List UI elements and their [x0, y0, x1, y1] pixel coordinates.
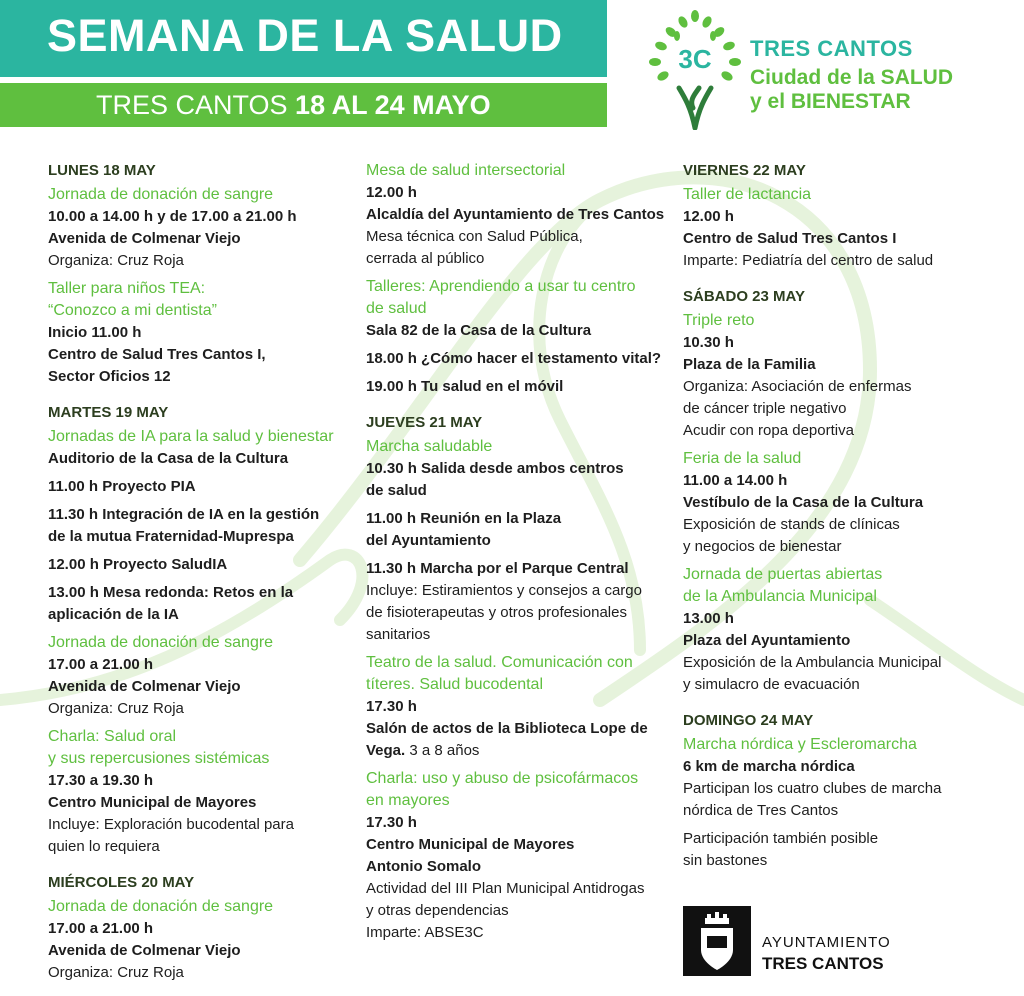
- event-title: en mayores: [366, 792, 450, 809]
- event-title: de la Ambulancia Municipal: [683, 588, 877, 605]
- event-place: Centro de Salud Tres Cantos I: [683, 230, 897, 247]
- logo-monogram: 3C: [678, 44, 712, 74]
- event-health-fair: [683, 448, 983, 558]
- city-crest-icon: [683, 906, 751, 976]
- event-time: 11.00 a 14.00 h: [683, 472, 788, 489]
- event-note: Organiza: Cruz Roja: [48, 964, 184, 981]
- day-heading-wednesday: MIÉRCOLES 20 MAY: [48, 874, 195, 891]
- event-note: Actividad del III Plan Municipal Antidrogas: [366, 880, 645, 897]
- event-place: Avenida de Colmenar Viejo: [48, 678, 241, 695]
- event-time: 13.00 h: [683, 610, 734, 627]
- schedule-column-2: [366, 160, 666, 944]
- event-place: Avenida de Colmenar Viejo: [48, 230, 241, 247]
- event-note: Organiza: Cruz Roja: [48, 700, 184, 717]
- event-note: Exposición de stands de clínicas: [683, 516, 900, 533]
- event-title: Taller para niños TEA:: [48, 280, 206, 297]
- event-title: Jornada de donación de sangre: [48, 186, 274, 203]
- brand-tagline-line1: Ciudad de la SALUD: [750, 66, 954, 89]
- date-subtitle: [96, 90, 491, 121]
- event-note: cerrada al público: [366, 250, 485, 267]
- day-heading-tuesday: MARTES 19 MAY: [48, 404, 169, 421]
- event-blood-donation-mon: [48, 184, 348, 272]
- event-title: Charla: Salud oral: [48, 728, 177, 745]
- event-title: Jornada de donación de sangre: [48, 898, 274, 915]
- event-title: Charla: uso y abuso de psicofármacos: [366, 770, 639, 787]
- event-item: 6 km de marcha nórdica: [683, 758, 855, 775]
- event-note: Mesa técnica con Salud Pública,: [366, 228, 583, 245]
- event-title: “Conozco a mi dentista”: [48, 302, 217, 319]
- event-place: Sector Oficios 12: [48, 368, 171, 385]
- day-heading-sunday: DOMINGO 24 MAY: [683, 712, 814, 729]
- event-note: Imparte: Pediatría del centro de salud: [683, 252, 934, 269]
- subtitle-dates: 18 AL 24 MAYO: [295, 90, 491, 120]
- event-title: Teatro de la salud. Comunicación con: [366, 654, 633, 671]
- event-blood-donation-wed: [48, 896, 348, 984]
- event-item: 19.00 h Tu salud en el móvil: [366, 378, 564, 395]
- event-note: Organiza: Cruz Roja: [48, 252, 184, 269]
- event-note: Organiza: Asociación de enfermas: [683, 378, 912, 395]
- event-time: 17.30 a 19.30 h: [48, 772, 154, 789]
- page-title: SEMANA DE LA SALUD: [47, 10, 563, 61]
- event-intersectoral-table: [366, 160, 666, 270]
- event-note: y otras dependencias: [366, 902, 509, 919]
- event-age-range: 3 a 8 años: [409, 742, 480, 759]
- event-title: de salud: [366, 300, 427, 317]
- event-note: de cáncer triple negativo: [683, 400, 847, 417]
- event-time: 12.00 h: [366, 184, 417, 201]
- event-title: Feria de la salud: [683, 450, 802, 467]
- event-item: 10.30 h Salida desde ambos centros: [366, 460, 624, 477]
- event-time: 12.00 h: [683, 208, 734, 225]
- event-item: de salud: [366, 482, 427, 499]
- event-note: quien lo requiera: [48, 838, 160, 855]
- event-place: Centro Municipal de Mayores: [366, 836, 575, 853]
- event-note: Imparte: ABSE3C: [366, 924, 484, 941]
- event-item: del Ayuntamiento: [366, 532, 491, 549]
- brand-tagline: [750, 66, 953, 114]
- date-banner: [0, 83, 607, 127]
- event-title: y sus repercusiones sistémicas: [48, 750, 270, 767]
- event-place: Plaza de la Familia: [683, 356, 816, 373]
- event-note: Incluye: Exploración bucodental para: [48, 816, 294, 833]
- event-title: Marcha saludable: [366, 438, 493, 455]
- event-lactation-workshop: [683, 184, 983, 272]
- event-time: Inicio 11.00 h: [48, 324, 142, 341]
- event-title: títeres. Salud bucodental: [366, 676, 544, 693]
- event-item: 11.00 h Reunión en la Plaza: [366, 510, 562, 527]
- event-note: Exposición de la Ambulancia Municipal: [683, 654, 942, 671]
- event-place: Centro Municipal de Mayores: [48, 794, 257, 811]
- event-place: Salón de actos de la Biblioteca Lope de: [366, 720, 648, 737]
- event-oral-health-talk: [48, 726, 348, 858]
- event-health-center-workshops: [366, 276, 666, 398]
- event-psychotropics-talk: [366, 768, 666, 944]
- title-banner: [0, 0, 607, 77]
- event-title: Jornada de donación de sangre: [48, 634, 274, 651]
- event-ambulance-open-day: [683, 564, 983, 696]
- event-note: de fisioterapeutas y otros profesionales: [366, 604, 627, 621]
- event-item: aplicación de la IA: [48, 606, 179, 623]
- day-heading-monday: LUNES 18 MAY: [48, 162, 156, 179]
- event-note: Acudir con ropa deportiva: [683, 422, 854, 439]
- event-item: 13.00 h Mesa redonda: Retos en la: [48, 584, 294, 601]
- event-note: y negocios de bienestar: [683, 538, 842, 555]
- event-blood-donation-tue: [48, 632, 348, 720]
- event-tea-workshop: [48, 278, 348, 388]
- brand-name: TRES CANTOS: [750, 36, 913, 61]
- event-time: 17.30 h: [366, 814, 417, 831]
- event-item: 12.00 h Proyecto SaludIA: [48, 556, 228, 573]
- event-time: 17.00 a 21.00 h: [48, 920, 154, 937]
- event-place-line: [366, 740, 666, 762]
- schedule-column-3: [683, 160, 983, 872]
- event-place: Auditorio de la Casa de la Cultura: [48, 450, 289, 467]
- day-heading-friday: VIERNES 22 MAY: [683, 162, 806, 179]
- event-place: Avenida de Colmenar Viejo: [48, 942, 241, 959]
- footer-ayuntamiento: AYUNTAMIENTO: [762, 934, 891, 951]
- event-ai-sessions: [48, 426, 348, 626]
- event-note: nórdica de Tres Cantos: [683, 802, 839, 819]
- event-note: y simulacro de evacuación: [683, 676, 860, 693]
- event-item: 11.30 h Integración de IA en la gestión: [48, 506, 320, 523]
- event-note: sin bastones: [683, 852, 768, 869]
- event-time: 17.30 h: [366, 698, 417, 715]
- event-note: sanitarios: [366, 626, 431, 643]
- event-item: 11.30 h Marcha por el Parque Central: [366, 560, 629, 577]
- event-nordic-walk: [683, 734, 983, 872]
- event-title: Mesa de salud intersectorial: [366, 162, 566, 179]
- event-title: Jornada de puertas abiertas: [683, 566, 883, 583]
- event-title: Triple reto: [683, 312, 755, 329]
- event-item: de la mutua Fraternidad-Muprespa: [48, 528, 294, 545]
- event-note: Participan los cuatro clubes de marcha: [683, 780, 942, 797]
- event-title: Taller de lactancia: [683, 186, 812, 203]
- event-place: Vega.: [366, 742, 406, 759]
- event-place: Centro de Salud Tres Cantos I,: [48, 346, 266, 363]
- event-title: Jornadas de IA para la salud y bienestar: [48, 428, 334, 445]
- schedule-column-1: [48, 160, 348, 984]
- footer-tres-cantos: TRES CANTOS: [762, 954, 884, 973]
- event-place: Plaza del Ayuntamiento: [683, 632, 851, 649]
- tree-logo-icon: [645, 8, 745, 130]
- event-item: 11.00 h Proyecto PIA: [48, 478, 196, 495]
- event-item: 18.00 h ¿Cómo hacer el testamento vital?: [366, 350, 662, 367]
- event-time: 17.00 a 21.00 h: [48, 656, 154, 673]
- day-heading-thursday: JUEVES 21 MAY: [366, 414, 483, 431]
- event-triple-challenge: [683, 310, 983, 442]
- day-heading-saturday: SÁBADO 23 MAY: [683, 288, 805, 305]
- event-place: Vestíbulo de la Casa de la Cultura: [683, 494, 924, 511]
- brand-tagline-line2: y el BIENESTAR: [750, 90, 911, 113]
- event-place: Antonio Somalo: [366, 858, 481, 875]
- event-note: Participación también posible: [683, 830, 879, 847]
- event-time: 10.30 h: [683, 334, 734, 351]
- event-puppet-theatre: [366, 652, 666, 762]
- event-note: Incluye: Estiramientos y consejos a cargo: [366, 582, 642, 599]
- event-place: Sala 82 de la Casa de la Cultura: [366, 322, 592, 339]
- event-time: 10.00 a 14.00 h y de 17.00 a 21.00 h: [48, 208, 297, 225]
- event-place: Alcaldía del Ayuntamiento de Tres Cantos: [366, 206, 665, 223]
- event-title: Marcha nórdica y Escleromarcha: [683, 736, 917, 753]
- event-healthy-walk: [366, 436, 666, 646]
- subtitle-city: TRES CANTOS: [96, 90, 288, 120]
- event-title: Talleres: Aprendiendo a usar tu centro: [366, 278, 636, 295]
